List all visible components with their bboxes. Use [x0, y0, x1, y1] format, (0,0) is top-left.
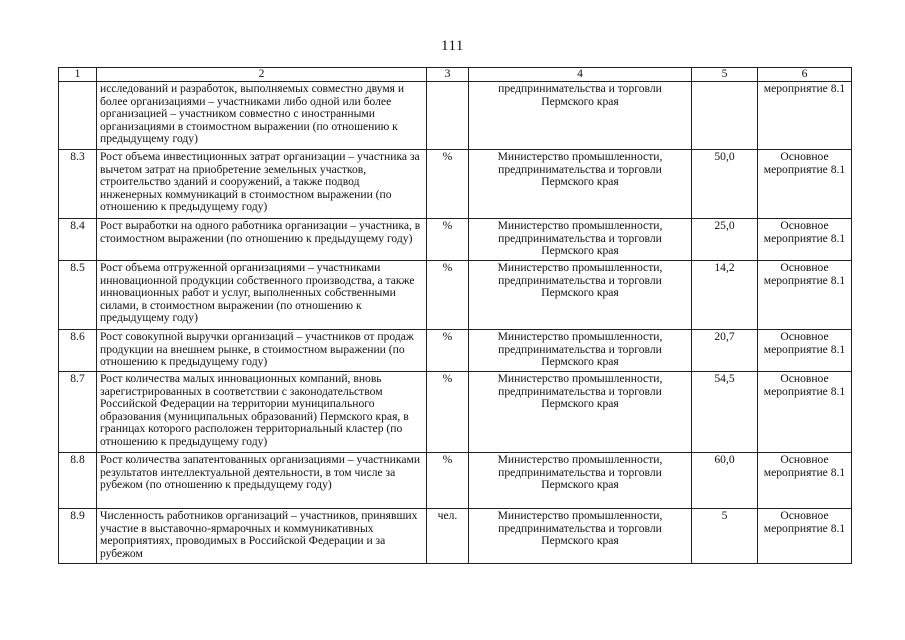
header-cell: 3: [427, 68, 469, 82]
table-row: [59, 219, 852, 261]
unit: [427, 82, 469, 150]
header-cell: 5: [692, 68, 758, 82]
program-event: Основное мероприятие 8.1: [758, 150, 852, 219]
table-row: [59, 150, 852, 219]
responsible-party: Министерство промышленности, предпринимательства и торговли Пермского края: [469, 372, 692, 453]
target-value: 60,0: [692, 453, 758, 509]
indicator-name: Рост объема отгруженной организациями – участниками инновационной продукции собственного производства, а также инновационных работ и услуг, выполненных собственными силами, в стоимостном выражении (по отношению к предыдущему году): [97, 261, 427, 330]
responsible-party: Министерство промышленности, предпринимательства и торговли Пермского края: [469, 509, 692, 564]
program-event: Основное мероприятие 8.1: [758, 509, 852, 564]
unit: %: [427, 219, 469, 261]
row-number: 8.6: [59, 330, 97, 372]
row-number: 8.5: [59, 261, 97, 330]
header-cell: 4: [469, 68, 692, 82]
responsible-party: Министерство промышленности, предпринимательства и торговли Пермского края: [469, 219, 692, 261]
responsible-party: Министерство промышленности, предпринимательства и торговли Пермского края: [469, 330, 692, 372]
program-event: Основное мероприятие 8.1: [758, 330, 852, 372]
target-value: 14,2: [692, 261, 758, 330]
header-cell: 2: [97, 68, 427, 82]
unit: %: [427, 330, 469, 372]
target-value: 5: [692, 509, 758, 564]
indicator-name: Рост объема инвестиционных затрат организации – участника за вычетом затрат на приобретение земельных участков, строительство зданий и сооружений, а также подвод инженерных коммуникаций в стоимостном выражении (по отношению к предыдущему году): [97, 150, 427, 219]
responsible-party: Министерство промышленности, предпринимательства и торговли Пермского края: [469, 150, 692, 219]
unit: %: [427, 453, 469, 509]
target-value: 25,0: [692, 219, 758, 261]
responsible-party: Министерство промышленности, предпринимательства и торговли Пермского края: [469, 453, 692, 509]
indicator-name: Численность работников организаций – участников, принявших участие в выставочно-ярмарочных и коммуникативных мероприятиях, проводимых в Российской Федерации и за рубежом: [97, 509, 427, 564]
indicator-name: Рост количества запатентованных организациями – участниками результатов интеллектуальной деятельности, в том числе за рубежом (по отношению к предыдущему году): [97, 453, 427, 509]
program-event: Основное мероприятие 8.1: [758, 219, 852, 261]
row-number: 8.3: [59, 150, 97, 219]
indicator-name: Рост совокупной выручки организаций – участников от продаж продукции на внешнем рынке, в стоимостном выражении (по отношению к предыдущему году): [97, 330, 427, 372]
responsible-party: Министерство промышленности, предпринимательства и торговли Пермского края: [469, 261, 692, 330]
table-row: [59, 453, 852, 509]
header-cell: 1: [59, 68, 97, 82]
program-event: Основное мероприятие 8.1: [758, 372, 852, 453]
indicator-name: исследований и разработок, выполняемых совместно двумя и более организациями – участниками либо одной или более организацией – участником совместно с иностранными организациями в стоимостном выражении (по отношению к предыдущему году): [97, 82, 427, 150]
table-row: [59, 261, 852, 330]
program-event: мероприятие 8.1: [758, 82, 852, 150]
indicator-name: Рост выработки на одного работника организации – участника, в стоимостном выражении (по отношению к предыдущему году): [97, 219, 427, 261]
page-number: 111: [441, 38, 464, 54]
unit: %: [427, 372, 469, 453]
unit: %: [427, 150, 469, 219]
program-event: Основное мероприятие 8.1: [758, 261, 852, 330]
table-row: [59, 509, 852, 564]
table-header-row: [59, 68, 852, 82]
header-cell: 6: [758, 68, 852, 82]
responsible-party: предпринимательства и торговли Пермского края: [469, 82, 692, 150]
row-number: 8.4: [59, 219, 97, 261]
table-row: [59, 82, 852, 150]
indicators-table: [58, 67, 852, 564]
table-row: [59, 372, 852, 453]
indicator-name: Рост количества малых инновационных компаний, вновь зарегистрированных в соответствии с законодательством Российской Федерации на территории муниципального образования (муниципальных образований) Пермского края, в границах которого расположен территориальный кластер (по отношению к предыдущему году): [97, 372, 427, 453]
target-value: 20,7: [692, 330, 758, 372]
target-value: 50,0: [692, 150, 758, 219]
row-number: 8.7: [59, 372, 97, 453]
unit: чел.: [427, 509, 469, 564]
row-number: [59, 82, 97, 150]
unit: %: [427, 261, 469, 330]
row-number: 8.9: [59, 509, 97, 564]
program-event: Основное мероприятие 8.1: [758, 453, 852, 509]
row-number: 8.8: [59, 453, 97, 509]
target-value: 54,5: [692, 372, 758, 453]
target-value: [692, 82, 758, 150]
table-row: [59, 330, 852, 372]
